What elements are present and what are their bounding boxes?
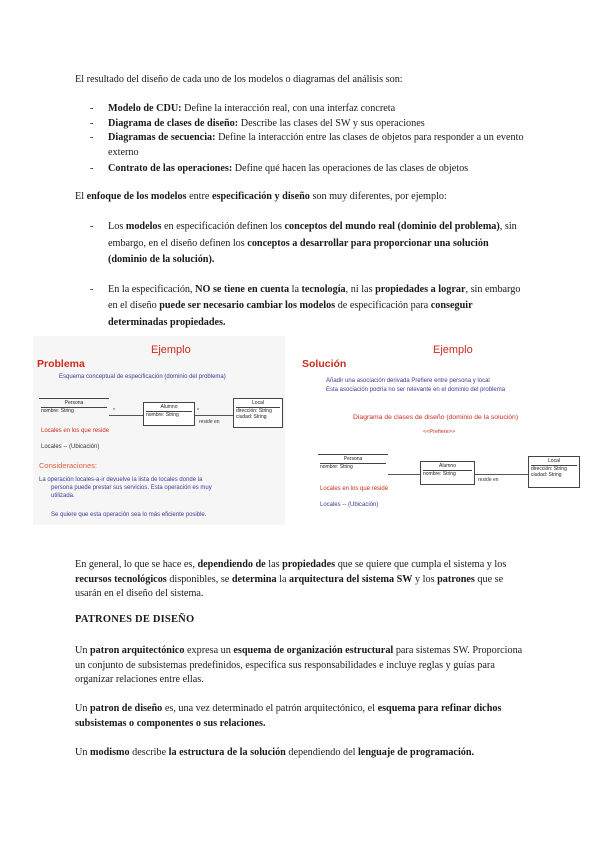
- patron-diseno-paragraph: Un patron de diseño es, una vez determinado el patrón arquitectónico, el esquema para refinar dichos subsistemas o componentes o sus relaciones.: [75, 703, 502, 729]
- class-local: Local dirección: String ciudad: String: [233, 398, 283, 428]
- enfoque-paragraph: El enfoque de los modelos entre especificación y diseño son muy diferentes, por ejemplo:: [75, 191, 447, 202]
- diagram-subtitle: <<Prefiere>>: [423, 429, 456, 435]
- list-item: - Los modelos en especificación definen los conceptos del mundo real (dominio del problema), sin embargo, en el diseño definen los conceptos a desarrollar para proporcionar una solución (dominio de la solución).: [75, 219, 530, 269]
- association-label: reside en: [478, 477, 499, 483]
- slide-solucion: [298, 336, 583, 525]
- red-note: Locales en los que reside: [41, 428, 110, 434]
- consideration-line: persona puede prestar sus servicios. Esta operación es muy: [51, 485, 212, 491]
- design-results-list: [75, 102, 530, 177]
- slide-problema: [33, 336, 285, 525]
- slide-text-line: Esta asociación podría no ser relevante en el dominio del problema: [326, 387, 506, 393]
- consideration-line: utilizada.: [51, 493, 75, 499]
- section-heading: PATRONES DE DISEÑO: [75, 614, 195, 625]
- assoc-line: [475, 474, 528, 475]
- slide-heading: Problema: [37, 358, 85, 370]
- red-note: Locales en los que reside: [320, 486, 389, 492]
- list-item: - Diagramas de secuencia: Define la interacción entre las clases de objetos para responder a un evento externo: [75, 131, 530, 160]
- class-alumno: Alumno nombre: String: [143, 402, 195, 426]
- slide-title: Ejemplo: [433, 344, 473, 356]
- assoc-line: [195, 415, 233, 416]
- diagram-title: Diagrama de clases de diseño (dominio de la solución): [353, 414, 519, 421]
- enfoque-list: [75, 219, 530, 331]
- assoc-line: [109, 415, 143, 416]
- list-item: - Diagrama de clases de diseño: Describe las clases del SW y sus operaciones: [75, 117, 530, 132]
- multiplicity-label: *: [113, 408, 115, 414]
- slide-subtitle: Esquema conceptual de especificación (dominio del problema): [59, 374, 226, 380]
- general-paragraph: En general, lo que se hace es, dependiendo de las propiedades que se quiere que cumpla el sistema y los recursos tecnológicos disponibles, se determina la arquitectura del sistema SW y los patrones que se usarán en el diseño del sistema.: [75, 559, 507, 599]
- note-text: Locales -- (Ubicación): [320, 502, 379, 508]
- class-persona: Persona nombre: String: [318, 454, 388, 476]
- class-persona: Persona nombre: String: [39, 398, 109, 420]
- consideration-line: La operación locales-a-ir devuelve la lista de locales donde la: [39, 477, 203, 483]
- list-item: - Modelo de CDU: Define la interacción real, con una interfaz concreta: [75, 102, 530, 117]
- association-label: reside en: [199, 419, 220, 425]
- slide-text-line: Añadir una asociación derivada Prefiere entre persona y local: [326, 378, 490, 384]
- slide-title: Ejemplo: [151, 344, 191, 356]
- list-item: - Contrato de las operaciones: Define qué hacen las operaciones de las clases de objetos: [75, 162, 530, 177]
- list-item: - En la especificación, NO se tiene en cuenta la tecnología, ni las propiedades a lograr, sin embargo en el diseño puede ser necesario cambiar los modelos de especificación para conseguir determinadas propiedades.: [75, 282, 530, 332]
- modismo-paragraph: Un modismo describe la estructura de la solución dependiendo del lenguaje de programación.: [75, 747, 475, 758]
- note-text: Locales -- (Ubicación): [41, 444, 100, 450]
- assoc-line: [388, 474, 420, 475]
- intro-text: El resultado del diseño de cada uno de los modelos o diagramas del análisis son:: [75, 74, 403, 85]
- class-alumno: Alumno nombre: String: [420, 461, 475, 485]
- slide-heading: Solución: [302, 358, 347, 370]
- patron-arquitectonico-paragraph: Un patron arquitectónico expresa un esquema de organización estructural para sistemas SW. Proporciona un conjunto de subsistemas predefinidos, especifica sus responsabilidades e incluye reglas y guías para organizar relaciones entre ellas.: [75, 645, 523, 685]
- considerations-heading: Consideraciones:: [39, 461, 97, 470]
- multiplicity-label: *: [197, 408, 199, 414]
- consideration-line: Se quiere que esta operación sea lo más eficiente posible.: [51, 512, 207, 518]
- class-local: Local dirección: String ciudad: String: [528, 456, 580, 488]
